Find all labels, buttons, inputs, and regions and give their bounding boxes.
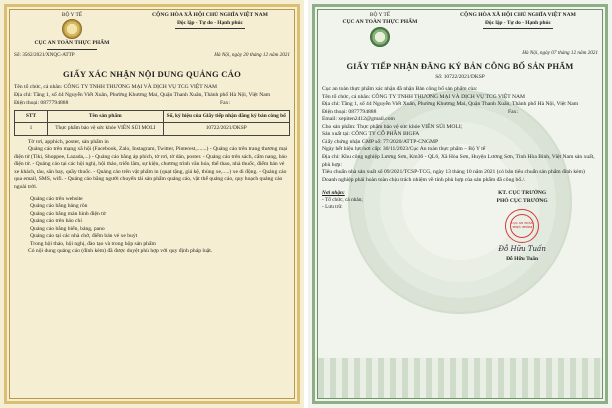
organization-fax: Fax: <box>220 99 230 106</box>
list-item: Trong hội thảo, hội nghị, đào tạo và trong hộp sản phẩm <box>30 240 156 247</box>
document-footer <box>322 190 598 264</box>
list-item: Quảng cáo bằng bảng rôn <box>30 203 88 210</box>
document-header <box>14 12 290 50</box>
recipient-item: - Lưu trữ. <box>322 204 343 211</box>
agency-name: CỤC AN TOÀN THỰC PHẨM <box>342 19 418 26</box>
responsibility-statement: Doanh nghiệp phải hoàn toàn chịu trách nhiệm về tính phù hợp của sản phẩm đã công bố./. <box>322 176 526 183</box>
certificate-expiry: Ngày hết hiệu lực/nơi cấp: 30/11/2023/Cục An toàn thực phẩm – Bộ Y tế <box>322 146 486 153</box>
recipient-item: - Tổ chức, cá nhân; <box>322 197 363 204</box>
handwritten-signature: Đỗ Hữu Tuấn <box>498 244 546 253</box>
organization-name: Tên tổ chức, cá nhân: CÔNG TY TNHH THƯƠNG MẠI VÀ DỊCH VỤ TCG VIỆT NAM <box>322 93 526 100</box>
ministry-name: BỘ Y TẾ <box>369 12 391 18</box>
table-header: STT <box>15 111 48 123</box>
document-number: Số: 10722/2021/DKSP <box>435 73 485 80</box>
table-header: Số, ký hiệu của Giấy tiếp nhận đăng ký bản công bố <box>163 111 290 123</box>
table-cell: Thực phẩm bảo vệ sức khỏe VIÊN SỦI MOLI <box>48 123 164 135</box>
product-registration-document <box>308 0 612 408</box>
table-header: Tên sản phẩm <box>48 111 164 123</box>
list-item: Quảng cáo bằng biển, bảng, pano <box>30 225 105 232</box>
organization-phone: Điện thoại: 0877794888 <box>14 99 69 106</box>
manufacturer-address: Địa chỉ: Khu công nghiệp Lương Sơn, Km36 - QL6, Xã Hòa Sơn, Huyện Lương Sơn, Tỉnh Hòa Bình, Việt Nam sản xuất, phù hợp: <box>322 153 595 168</box>
product-name: Cho sản phẩm: Thực phẩm bảo vệ sức khỏe VIÊN SỦI MOLI; <box>322 123 463 130</box>
document-title: GIẤY XÁC NHẬN NỘI DUNG QUẢNG CÁO <box>63 68 241 79</box>
agency-logo-icon <box>370 27 390 47</box>
advertising-confirmation-document <box>0 0 304 408</box>
nation-name: CỘNG HÒA XÃ HỘI CHỦ NGHĨA VIỆT NAM <box>152 12 268 18</box>
organization-phone: Điện thoại: 0877794888 <box>322 108 377 115</box>
product-table <box>14 110 290 136</box>
document-date: Hà Nội, ngày 07 tháng 12 năm 2021 <box>522 49 598 56</box>
organization-fax: Fax: <box>508 108 518 115</box>
gmp-certificate: Giấy chứng nhận GMP số: 77/2020/ATTP-CNGMP <box>322 138 439 145</box>
signer-title: KT. CỤC TRƯỞNG <box>498 190 547 197</box>
signer-name: Đỗ Hữu Tuấn <box>506 256 539 263</box>
national-motto: Độc lập - Tự do - Hạnh phúc <box>485 19 551 26</box>
table-cell: 1 <box>15 123 48 135</box>
list-item: Quảng cáo tại các nhà chờ, điểm bán vé xe buýt <box>30 233 138 240</box>
manufacturer: Sản xuất tại: CÔNG TY CỔ PHẦN BIGFA <box>322 131 420 138</box>
agency-logo-icon <box>62 19 82 39</box>
list-item: Quảng cáo trên báo chí <box>30 218 82 225</box>
signer-title: PHÓ CỤC TRƯỞNG <box>496 197 548 204</box>
ministry-name: BỘ Y TẾ <box>61 12 83 18</box>
nation-name: CỘNG HÒA XÃ HỘI CHỦ NGHĨA VIỆT NAM <box>460 12 576 18</box>
organization-address: Địa chỉ: Tầng 1, số 44 Nguyễn Viết Xuân, Phường Khương Mai, Quận Thanh Xuân, Thành phố Hà Nội, Việt Nam <box>14 92 271 98</box>
list-item: Quảng cáo trên website <box>30 195 83 202</box>
list-item: Quảng cáo bằng màn hình điện tử <box>30 210 106 217</box>
recipients-block <box>322 190 432 264</box>
content-line: Cục an toàn thực phẩm xác nhận đã nhận Bản công bố sản phẩm của: <box>322 86 478 93</box>
official-stamp-icon <box>505 209 539 243</box>
document-header <box>322 12 598 48</box>
table-row <box>15 123 290 135</box>
document-number: Số: 3562/2021/XNQC-ATTP <box>14 51 75 58</box>
content-line: Tờ rơi, apphich, poster, sản phẩm in <box>28 138 109 145</box>
table-cell: 10722/2021/DKSP <box>163 123 290 135</box>
standard-reference: Tiêu chuẩn nhà sản xuất số 09/2021/TCSP-TCG, ngày 13 tháng 10 năm 2021 (có bản tiêu chuẩn sản phẩm đính kèm) <box>322 169 585 176</box>
agency-name: CỤC AN TOÀN THỰC PHẨM <box>34 40 110 47</box>
signature-block <box>446 190 598 264</box>
content-line: Quảng cáo trên mạng xã hội (Facebook, Zalo, Instagram, Twitter, Pinterest,.......) - Quảng cáo trên trang thương mại điện tử (Tiki, Shoppee, Lazada,...) - Quảng cáo bằng áp phích, tờ rơi, tờ dán, poster. - Quảng cáo trên sách, cẩm nang, báo điện tử. - Quảng cáo tại các hội nghị, hội thảo, triển lãm, sự kiện, chương trình văn hóa, thể thao, nhà thuốc, điểm bán vé xe khách, tàu, sân bay, quầy thuốc. - Quảng cáo trên vật phẩm in (quạt tặng, giá kệ, thùng xe,.....) xe di động. - Quảng cáo qua email, SMS, wifi. - Quảng cáo bằng người chuyển tải sản phẩm quảng cáo, vật thể quảng cáo, quy hoạch quảng cáo ngoài trời. <box>14 146 288 190</box>
national-motto: Độc lập - Tự do - Hạnh phúc <box>177 19 243 26</box>
document-title: GIẤY TIẾP NHẬN ĐĂNG KÝ BẢN CÔNG BỐ SẢN PHẨM <box>346 62 574 72</box>
organization-email: Email: xepiten2412@gmail.com <box>322 116 395 123</box>
organization-name: Tên tổ chức, cá nhân: CÔNG TY TNHH THƯƠNG MẠI VÀ DỊCH VỤ TCG VIỆT NAM <box>14 84 218 91</box>
closing-statement: Có nội dung quảng cáo (đính kèm) đã được duyệt phù hợp với quy định pháp luật. <box>28 248 213 255</box>
organization-address: Địa chỉ: Tầng 1, số 44 Nguyễn Viết Xuân, Phường Khương Mai, Quận Thanh Xuân, Thành phố Hà Nội, Việt Nam <box>322 101 579 108</box>
document-date: Hà Nội, ngày 20 tháng 12 năm 2021 <box>214 51 290 58</box>
stamp-text: CỤC AN TOÀN THỰC PHẨM <box>511 221 534 229</box>
recipients-label: Nơi nhận: <box>322 190 345 197</box>
